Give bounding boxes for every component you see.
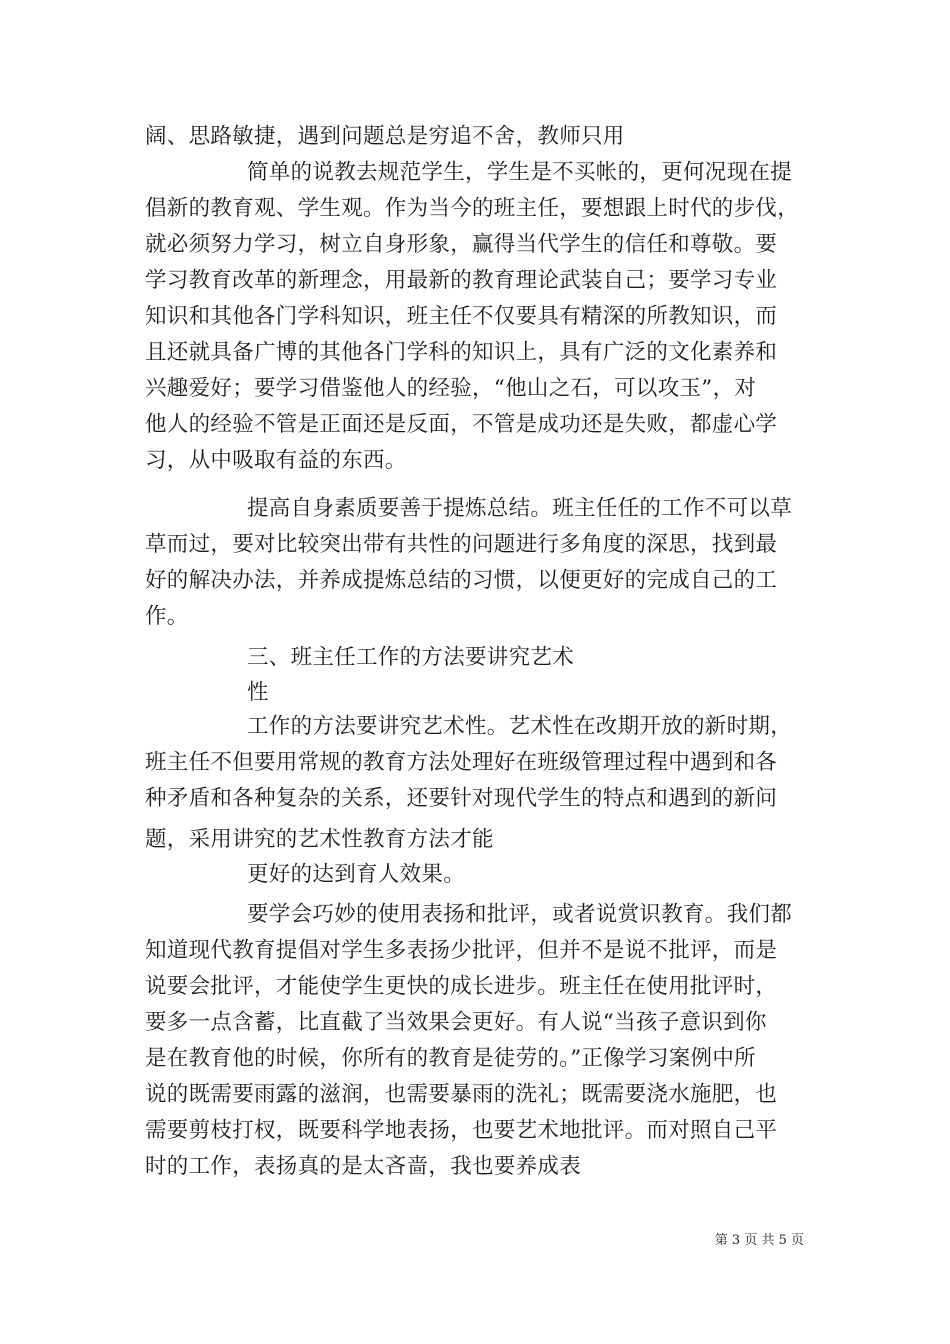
text-line: 他人的经验不管是正面还是反面，不管是成功还是失败，都虚心学 bbox=[145, 412, 778, 437]
text-line: 题，采用讲究的艺术性教育方法才能 bbox=[145, 827, 494, 852]
text-line: 说的既需要雨露的滋润，也需要暴雨的洗礼；既需要浇水施肥，也 bbox=[145, 1082, 778, 1107]
text-line: 提高自身素质要善于提炼总结。班主任任的工作不可以草 bbox=[247, 496, 793, 521]
text-line: 要学会巧妙的使用表扬和批评，或者说赏识教育。我们都 bbox=[247, 902, 793, 927]
text-line: 更好的达到育人效果。 bbox=[247, 862, 466, 887]
text-line: 需要剪枝打杈，既要科学地表扬，也要艺术地批评。而对照自己平 bbox=[145, 1118, 778, 1143]
text-line: 知识和其他各门学科知识，班主任不仅要具有精深的所教知识，而 bbox=[145, 304, 778, 329]
text-line: 是在教育他的时候，你所有的教育是徒劳的。”正像学习案例中所 bbox=[145, 1046, 756, 1071]
text-line: 草而过，要对比较突出带有共性的问题进行多角度的深思，找到最 bbox=[145, 532, 778, 557]
text-line: 习，从中吸取有益的东西。 bbox=[145, 448, 407, 473]
text-line: 学习教育改革的新理念，用最新的教育理论武装自己；要学习专业 bbox=[145, 268, 778, 293]
text-line: 倡新的教育观、学生观。作为当今的班主任，要想跟上时代的步伐， bbox=[145, 196, 800, 221]
text-line: 要多一点含蓄，比直截了当效果会更好。有人说“当孩子意识到你 bbox=[145, 1010, 767, 1035]
text-line: 且还就具备广博的其他各门学科的知识上，具有广泛的文化素养和 bbox=[145, 340, 778, 365]
text-line: 简单的说教去规范学生，学生是不买帐的，更何况现在提 bbox=[247, 160, 793, 185]
text-line: 种矛盾和各种复杂的关系，还要针对现代学生的特点和遇到的新问 bbox=[145, 786, 778, 811]
text-line: 就必须努力学习，树立自身形象，赢得当代学生的信任和尊敬。要 bbox=[145, 232, 778, 257]
text-line: 阔、思路敏捷，遇到问题总是穷追不舍，教师只用 bbox=[145, 124, 625, 149]
page-number-footer: 第 3 页 共 5 页 bbox=[714, 1233, 804, 1248]
text-line: 好的解决办法，并养成提炼总结的习惯，以便更好的完成自己的工 bbox=[145, 568, 778, 593]
section-heading: 三、班主任工作的方法要讲究艺术 bbox=[247, 645, 575, 670]
text-line: 班主任不但要用常规的教育方法处理好在班级管理过程中遇到和各 bbox=[145, 750, 778, 775]
text-line: 作。 bbox=[145, 604, 189, 629]
text-line: 兴趣爱好；要学习借鉴他人的经验，“他山之石，可以攻玉”，对 bbox=[145, 376, 757, 401]
text-line: 知道现代教育提倡对学生多表扬少批评，但并不是说不批评，而是 bbox=[145, 938, 778, 963]
section-heading-continuation: 性 bbox=[247, 680, 269, 705]
text-line: 时的工作，表扬真的是太吝啬，我也要养成表 bbox=[145, 1154, 582, 1179]
text-line: 工作的方法要讲究艺术性。艺术性在改期开放的新时期， bbox=[247, 714, 793, 739]
text-line: 说要会批评，才能使学生更快的成长进步。班主任在使用批评时， bbox=[145, 974, 778, 999]
